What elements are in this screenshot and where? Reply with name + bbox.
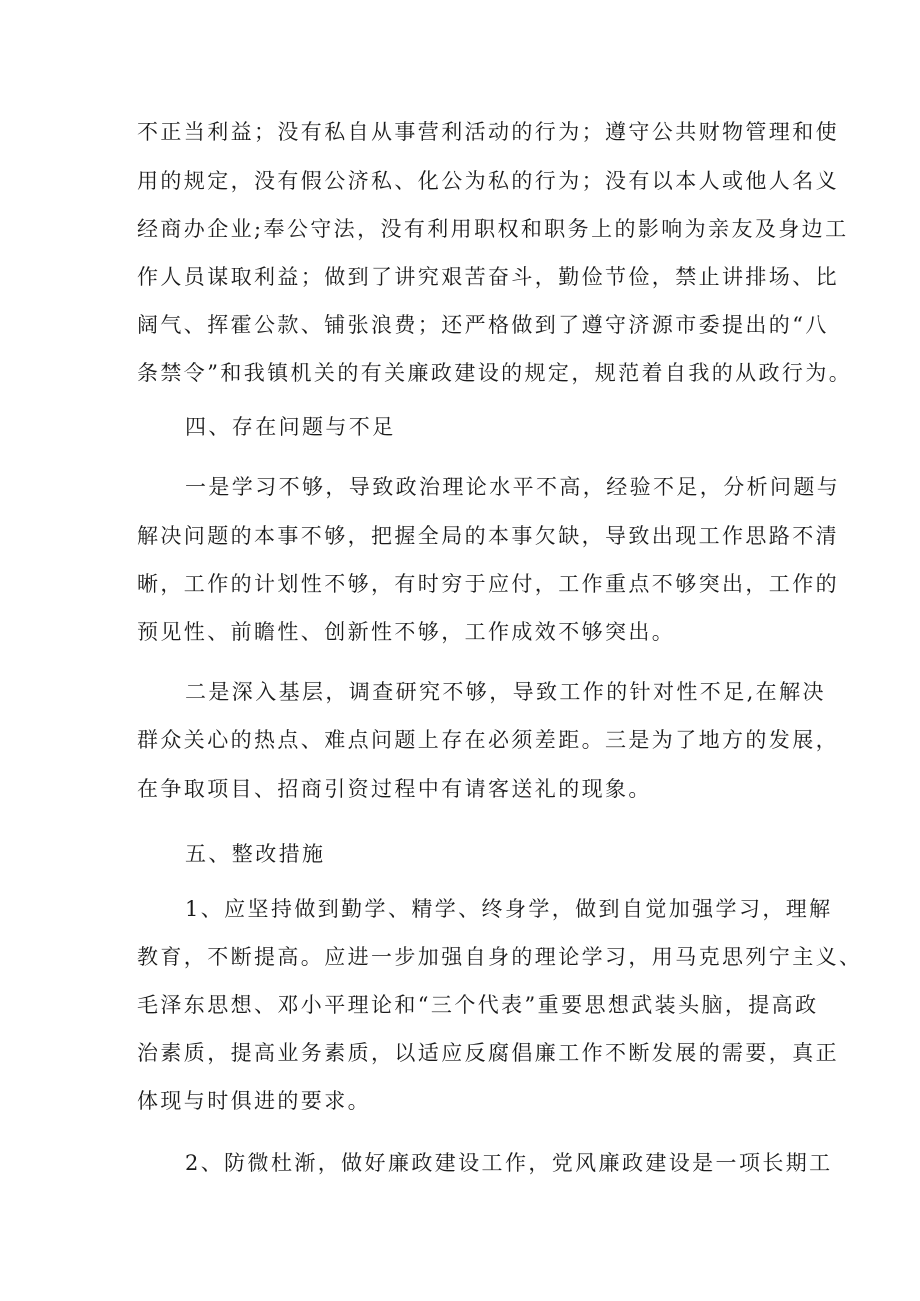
paragraph-line: [0, 166, 920, 196]
paragraph-line: [0, 1038, 920, 1068]
text-line: 不正当利益；没有私自从事营利活动的行为；遵守公共财物管理和使: [137, 120, 839, 144]
text-line: 治素质，提高业务素质，以适应反腐倡廉工作不断发展的需要，真正: [137, 1041, 839, 1065]
text-line: 阔气、挥霍公款、铺张浪费；还严格做到了遵守济源市委提出的“八: [137, 313, 829, 337]
text-line: 毛泽东思想、邓小平理论和“三个代表”重要思想武装头脑，提高政: [137, 993, 819, 1017]
text-line: 体现与时俱进的要求。: [137, 1089, 371, 1113]
paragraph-line: [0, 1148, 920, 1178]
paragraph-line: [0, 262, 920, 292]
text-line: 晰，工作的计划性不够，有时穷于应付，工作重点不够突出，工作的: [137, 572, 839, 596]
paragraph-line: [0, 894, 920, 924]
text-line: 用的规定，没有假公济私、化公为私的行为；没有以本人或他人名义: [137, 169, 839, 193]
text-line: 预见性、前瞻性、创新性不够，工作成效不够突出。: [137, 620, 676, 644]
text-line: 一是学习不够，导致政治理论水平不高，经验不足，分析问题与: [185, 475, 841, 499]
paragraph-line: [0, 117, 920, 147]
heading-text: 五、整改措施: [185, 842, 326, 866]
paragraph-line: [0, 521, 920, 551]
section-heading: [0, 839, 920, 869]
paragraph-line: [0, 942, 920, 972]
text-line: 1、应坚持做到勤学、精学、终身学，做到自觉加强学习，理解: [185, 897, 833, 921]
text-line: 2、防微杜渐，做好廉政建设工作，党风廉政建设是一项长期工: [185, 1151, 833, 1175]
text-line: 二是深入基层，调查研究不够，导致工作的针对性不足,在解决: [185, 680, 826, 704]
paragraph-line: [0, 310, 920, 340]
section-heading: [0, 412, 920, 442]
text-line: 群众关心的热点、难点问题上存在必须差距。三是为了地方的发展，: [137, 728, 839, 752]
text-line: 在争取项目、招商引资过程中有请客送礼的现象。: [137, 777, 652, 801]
paragraph-line: [0, 725, 920, 755]
paragraph-line: [0, 214, 920, 244]
text-line: 经商办企业;奉公守法，没有利用职权和职务上的影响为亲友及身边工: [137, 217, 849, 241]
paragraph-line: [0, 774, 920, 804]
paragraph-line: [0, 569, 920, 599]
text-line: 教育，不断提高。应进一步加强自身的理论学习，用马克思列宁主义、: [137, 945, 863, 969]
heading-text: 四、存在问题与不足: [185, 415, 396, 439]
paragraph-line: [0, 617, 920, 647]
text-line: 条禁令”和我镇机关的有关廉政建设的规定，规范着自我的从政行为。: [137, 361, 853, 385]
paragraph-line: [0, 472, 920, 502]
paragraph-line: [0, 677, 920, 707]
text-line: 解决问题的本事不够，把握全局的本事欠缺，导致出现工作思路不清: [137, 524, 839, 548]
paragraph-line: [0, 990, 920, 1020]
paragraph-line: [0, 1086, 920, 1116]
text-line: 作人员谋取利益；做到了讲究艰苦奋斗，勤俭节俭，禁止讲排场、比: [137, 265, 839, 289]
paragraph-line: [0, 358, 920, 388]
